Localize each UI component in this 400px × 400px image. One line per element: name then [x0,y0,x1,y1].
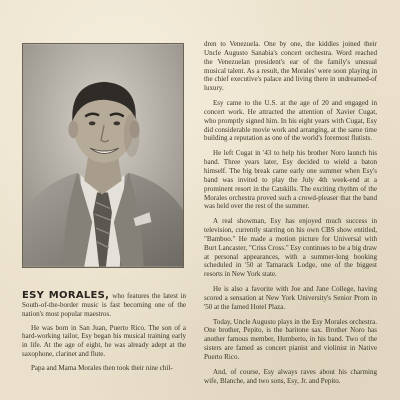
paragraph-wife-sons: And, of course, Esy always raves about his charming wife, Blanche, and two sons, Esy, Jr. and Pepito. [204,367,377,385]
paragraph-birth: He was born in San Juan, Puerto Rico. The son of a hard-working tailor, Esy began his musical training early in life. At the age of eight, he was already adept at the saxophone, clarinet and flute. [22,323,186,359]
portrait-photo [22,43,184,268]
artist-name-heading: ESY MORALES, [22,290,110,301]
paragraph-cugat: Esy came to the U.S. at the age of 20 and engaged in concert work. He attracted the attention of Xavier Cugat, who promptly signed him. In his eight years with Cugat, Esy did considerable movie work and arranging, at the same time building a reputation as one of the world's foremost flutists. [204,99,377,143]
lead-paragraph [22,292,186,319]
portrait-image [23,44,183,267]
lead-text: who features the latest in South-of-the-border music is fast becoming one of the nation's most popular maestros. [22,292,187,318]
left-text-column [22,292,186,378]
paragraph-college: He is also a favorite with Joe and Jane College, having scored a sensation at New York University's Senior Prom in '50 at the famed Hotel Plaza. [204,285,377,311]
paragraph-television: A real showman, Esy has enjoyed much success in television, currently starring on his own CBS show entitled, "Bamboo." He made a motion picture for Universal with Burt Lancaster, "Criss Cross." Esy continues to be a big draw at personal appearances, with a summer-long booking scheduled in '50 at Tamarack Lodge, one of the biggest resorts in New York state. [204,217,377,279]
paragraph-family-start: Papa and Mama Morales then took their nine chil- [31,363,173,372]
paragraph-family-today: Today, Uncle Augusto plays in the Esy Morales orchestra. One brother, Pepito, is the baritone sax. Brother Noro has another famous member, Humberto, in his band. Two of the sisters are famed as concert pianist and violinist in Native Puerto Rico. [204,317,377,361]
right-text-column [204,40,377,392]
paragraph-venezuela: dren to Venezuela. One by one, the kiddies joined their Uncle Augusto Sanabia's concert orchestra. Word reached the Venezuelan president's ear of the family's unusual musical talent. As a result, the Morales' were soon playing in the chief executive's palace and living there in undreamed-of luxury. [204,40,377,93]
paragraph-own-band: He left Cugat in '43 to help his brother Noro launch his band. Three years later, Esy decided to wield a baton himself. The big break came early one summer when Esy's band was invited to play the July 4th week-end at a prominent resort in the Catskills. The exciting rhythm of the Morales orchestra proved such a crowd-pleaser that the band was held over the rest of the summer. [204,149,377,211]
